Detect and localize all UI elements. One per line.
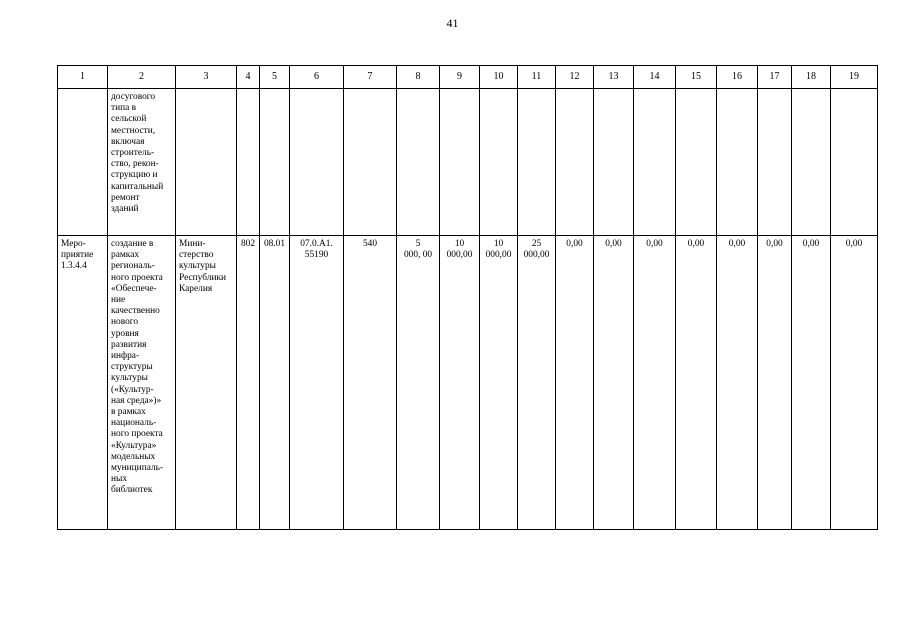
text-line: стерство bbox=[179, 250, 214, 261]
cell-amount-16: 0,00 bbox=[717, 236, 758, 530]
text-line: 25 bbox=[531, 239, 542, 249]
cell-amount-11 bbox=[518, 236, 556, 530]
text-line: Меро- bbox=[61, 239, 86, 249]
text-line: инфра- bbox=[111, 351, 140, 362]
text-line: досугового bbox=[111, 92, 156, 102]
cell-empty bbox=[344, 89, 397, 236]
text-line: строитель- bbox=[111, 148, 155, 159]
text-line: ремонт bbox=[111, 192, 140, 203]
header-cell: 7 bbox=[344, 66, 397, 89]
text-line: включая bbox=[111, 136, 145, 147]
text-line: 000, 00 bbox=[403, 250, 433, 261]
table-row bbox=[58, 236, 878, 530]
text-line: региональ- bbox=[111, 261, 155, 272]
cell-amount-8 bbox=[397, 236, 440, 530]
text-line: националь- bbox=[111, 418, 157, 429]
cell-executor bbox=[176, 236, 237, 530]
text-line: культуры bbox=[179, 261, 216, 272]
text-line: ного проекта bbox=[111, 272, 163, 283]
cell-empty bbox=[58, 89, 108, 236]
cell-empty bbox=[634, 89, 676, 236]
text-line: муниципаль- bbox=[111, 463, 164, 474]
text-line: в рамках bbox=[111, 407, 146, 418]
text-line: приятие bbox=[61, 250, 94, 261]
table-row bbox=[58, 89, 878, 236]
cell-empty bbox=[556, 89, 594, 236]
cell-amount-15: 0,00 bbox=[676, 236, 717, 530]
header-cell: 6 bbox=[290, 66, 344, 89]
cell-code-4: 802 bbox=[237, 236, 260, 530]
text-line: 1.3.4.4 bbox=[61, 261, 87, 272]
header-cell: 1 bbox=[58, 66, 108, 89]
text-line: модельных bbox=[111, 451, 156, 462]
text-line: зданий bbox=[111, 204, 139, 215]
header-cell: 11 bbox=[518, 66, 556, 89]
text-line: уровня bbox=[111, 328, 139, 339]
text-line: («Культур- bbox=[111, 384, 154, 395]
cell-amount-17: 0,00 bbox=[758, 236, 792, 530]
cell-empty bbox=[397, 89, 440, 236]
text-line: 5 bbox=[415, 239, 421, 249]
header-cell: 12 bbox=[556, 66, 594, 89]
cell-empty bbox=[594, 89, 634, 236]
cell-empty bbox=[290, 89, 344, 236]
text-line: капитальный bbox=[111, 181, 164, 192]
text-line: Мини- bbox=[179, 239, 206, 249]
text-line: ная среда»)» bbox=[111, 395, 162, 406]
cell-amount-13: 0,00 bbox=[594, 236, 634, 530]
cell-description bbox=[108, 89, 176, 236]
text-line: 000,00 bbox=[485, 250, 512, 261]
cell-empty bbox=[237, 89, 260, 236]
text-line: структуры bbox=[111, 362, 153, 373]
cell-empty bbox=[518, 89, 556, 236]
cell-amount-12: 0,00 bbox=[556, 236, 594, 530]
text-line: рамках bbox=[111, 250, 140, 261]
cell-empty bbox=[676, 89, 717, 236]
cell-code-7: 540 bbox=[344, 236, 397, 530]
header-cell: 5 bbox=[260, 66, 290, 89]
budget-table bbox=[57, 65, 878, 530]
header-cell: 2 bbox=[108, 66, 176, 89]
text-line: 000,00 bbox=[446, 250, 473, 261]
cell-description bbox=[108, 236, 176, 530]
text-line: 55190 bbox=[304, 250, 329, 261]
cell-code-5: 08.01 bbox=[260, 236, 290, 530]
header-cell: 9 bbox=[440, 66, 480, 89]
header-cell: 18 bbox=[792, 66, 831, 89]
cell-amount-10 bbox=[480, 236, 518, 530]
header-cell: 8 bbox=[397, 66, 440, 89]
text-line: ного проекта bbox=[111, 429, 163, 440]
text-line: библиотек bbox=[111, 485, 153, 496]
text-line: ных bbox=[111, 474, 128, 485]
text-line: типа в bbox=[111, 103, 137, 114]
cell-empty bbox=[440, 89, 480, 236]
text-line: Карелия bbox=[179, 283, 213, 294]
text-line: сельской bbox=[111, 114, 147, 125]
cell-empty bbox=[260, 89, 290, 236]
text-line: местности, bbox=[111, 125, 156, 136]
cell-empty bbox=[480, 89, 518, 236]
text-line: развития bbox=[111, 339, 147, 350]
cell-empty bbox=[831, 89, 878, 236]
header-cell: 16 bbox=[717, 66, 758, 89]
cell-amount-19: 0,00 bbox=[831, 236, 878, 530]
text-line: ние bbox=[111, 295, 126, 306]
header-cell: 15 bbox=[676, 66, 717, 89]
header-cell: 17 bbox=[758, 66, 792, 89]
header-cell: 4 bbox=[237, 66, 260, 89]
cell-code-6 bbox=[290, 236, 344, 530]
header-cell: 13 bbox=[594, 66, 634, 89]
cell-activity-code bbox=[58, 236, 108, 530]
text-line: 07.0.А1. bbox=[300, 239, 333, 249]
text-line: создание в bbox=[111, 239, 154, 249]
header-cell: 10 bbox=[480, 66, 518, 89]
text-line: Республики bbox=[179, 272, 227, 283]
header-cell: 19 bbox=[831, 66, 878, 89]
text-line: культуры bbox=[111, 373, 148, 384]
text-line: струкцию и bbox=[111, 170, 158, 181]
cell-empty bbox=[758, 89, 792, 236]
text-line: 10 bbox=[454, 239, 465, 249]
text-line: 10 bbox=[493, 239, 504, 249]
page-number: 41 bbox=[446, 16, 459, 30]
text-line: нового bbox=[111, 317, 139, 328]
text-line: качественно bbox=[111, 306, 160, 317]
header-row bbox=[58, 66, 878, 89]
text-line: «Обеспече- bbox=[111, 283, 157, 294]
header-cell: 14 bbox=[634, 66, 676, 89]
header-cell: 3 bbox=[176, 66, 237, 89]
cell-empty bbox=[717, 89, 758, 236]
cell-empty bbox=[176, 89, 237, 236]
cell-amount-14: 0,00 bbox=[634, 236, 676, 530]
text-line: 000,00 bbox=[523, 250, 550, 261]
text-line: ство, рекон- bbox=[111, 159, 159, 170]
cell-amount-18: 0,00 bbox=[792, 236, 831, 530]
cell-empty bbox=[792, 89, 831, 236]
cell-amount-9 bbox=[440, 236, 480, 530]
text-line: «Культура» bbox=[111, 440, 157, 451]
